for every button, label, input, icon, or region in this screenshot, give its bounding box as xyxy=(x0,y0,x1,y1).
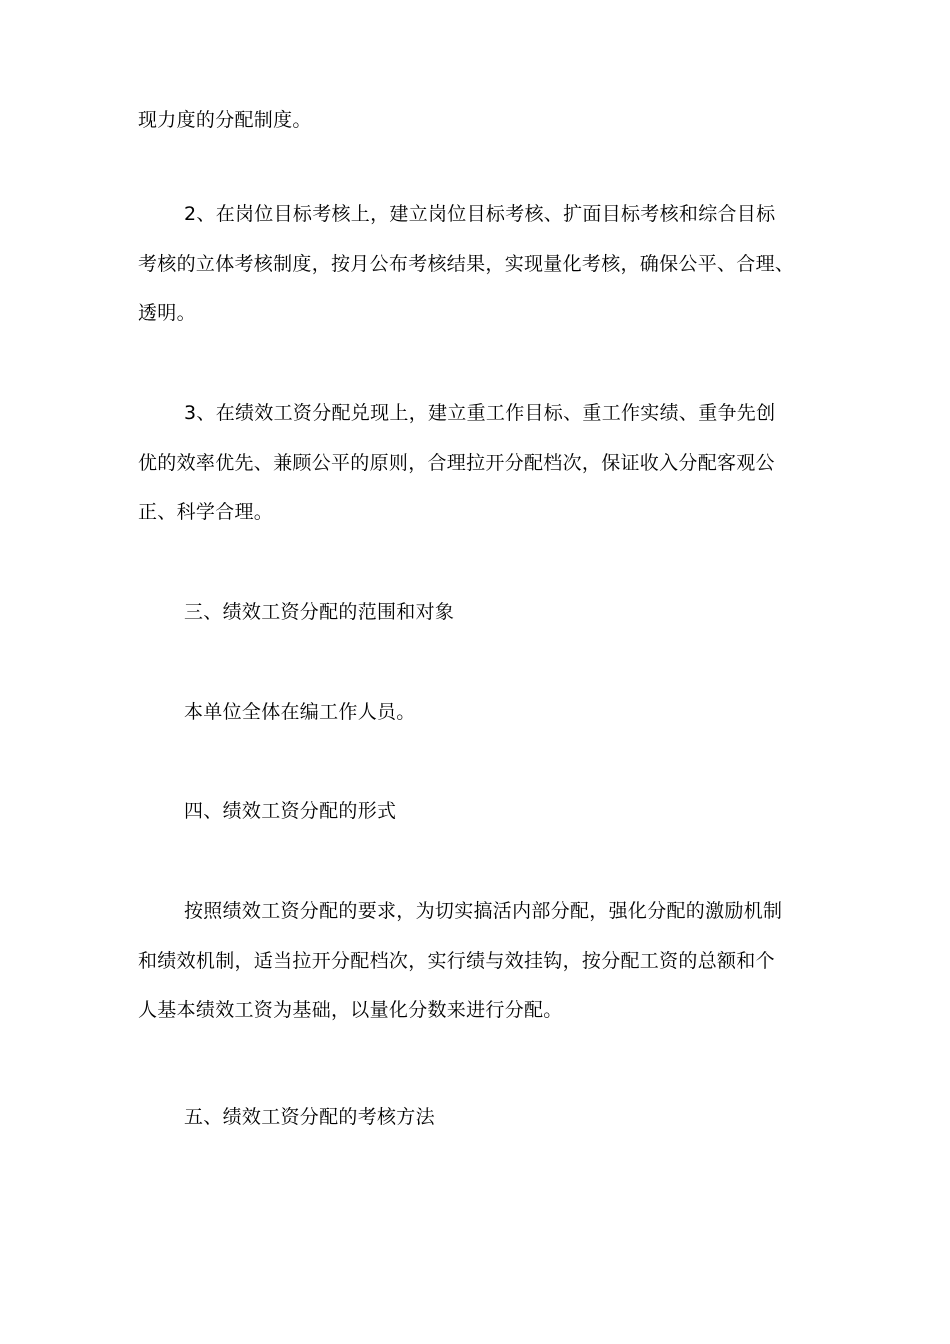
paragraph-form-line-2: 和绩效机制，适当拉开分配档次，实行绩与效挂钩，按分配工资的总额和个 xyxy=(138,950,775,972)
paragraph-3-line-1: 3、在绩效工资分配兑现上，建立重工作目标、重工作实绩、重争先创 xyxy=(184,402,776,424)
paragraph-1-line-1: 现力度的分配制度。 xyxy=(138,109,312,131)
section-heading-4: 四、绩效工资分配的形式 xyxy=(184,800,397,822)
paragraph-form-line-3: 人基本绩效工资为基础，以量化分数来进行分配。 xyxy=(138,999,563,1021)
section-heading-5: 五、绩效工资分配的考核方法 xyxy=(184,1106,435,1128)
paragraph-3-line-3: 正、科学合理。 xyxy=(138,501,274,523)
paragraph-2-line-3: 透明。 xyxy=(138,302,196,324)
paragraph-2-line-2: 考核的立体考核制度，按月公布考核结果，实现量化考核，确保公平、合理、 xyxy=(138,253,795,275)
paragraph-3-line-2: 优的效率优先、兼顾公平的原则，合理拉开分配档次，保证收入分配客观公 xyxy=(138,452,775,474)
paragraph-2-line-1: 2、在岗位目标考核上，建立岗位目标考核、扩面目标考核和综合目标 xyxy=(184,203,776,225)
paragraph-form-line-1: 按照绩效工资分配的要求，为切实搞活内部分配，强化分配的激励机制 xyxy=(184,900,783,922)
paragraph-scope: 本单位全体在编工作人员。 xyxy=(184,701,416,723)
section-heading-3: 三、绩效工资分配的范围和对象 xyxy=(184,601,455,623)
